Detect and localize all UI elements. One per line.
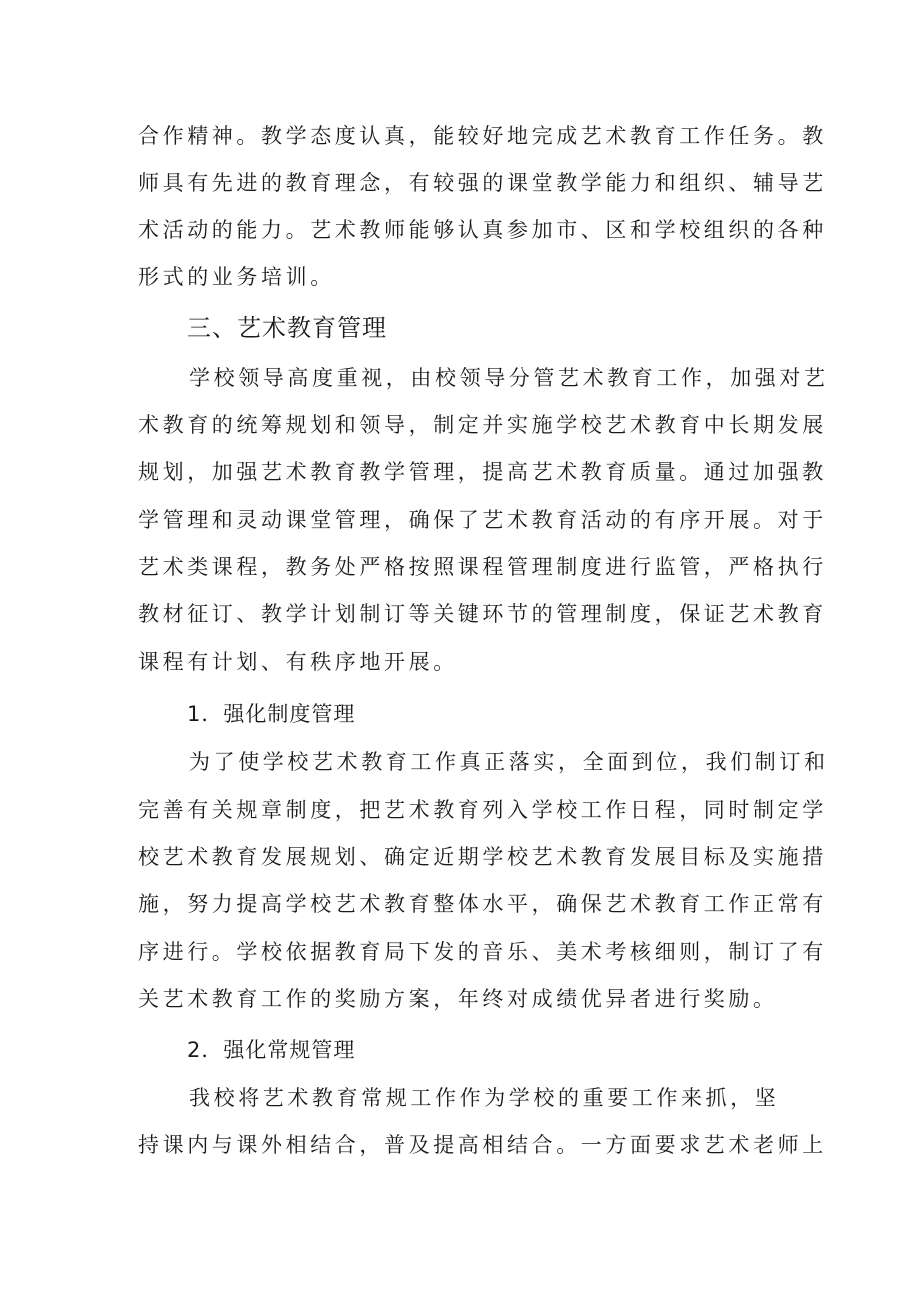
paragraph-3-line-3: 校艺术教育发展规划、确定近期学校艺术教育发展目标及实施措: [138, 845, 827, 869]
section-heading-3: 三、艺术教育管理: [187, 314, 387, 342]
paragraph-1-line-3: 术活动的能力。艺术教师能够认真参加市、区和学校组织的各种: [138, 218, 827, 242]
paragraph-2-line-4: 学管理和灵动课堂管理，确保了艺术教育活动的有序开展。对于: [138, 508, 827, 532]
paragraph-1-line-2: 师具有先进的教育理念，有较强的课堂教学能力和组织、辅导艺: [138, 171, 827, 195]
paragraph-2-line-7: 课程有计划、有秩序地开展。: [138, 650, 458, 674]
paragraph-3-line-1: 为了使学校艺术教育工作真正落实，全面到位，我们制订和: [189, 750, 829, 774]
paragraph-1-line-1: 合作精神。教学态度认真，能较好地完成艺术教育工作任务。教: [138, 124, 827, 148]
subheading-2: 2．强化常规管理: [187, 1038, 356, 1062]
paragraph-4-line-1: 我校将艺术教育常规工作作为学校的重要工作来抓，坚: [189, 1086, 780, 1110]
paragraph-2-line-5: 艺术类课程，教务处严格按照课程管理制度进行监管，严格执行: [138, 555, 827, 579]
paragraph-3-line-6: 关艺术教育工作的奖励方案，年终对成绩优异者进行奖励。: [138, 987, 778, 1011]
subheading-1: 1．强化制度管理: [187, 702, 356, 726]
paragraph-1-line-4: 形式的业务培训。: [138, 265, 335, 289]
paragraph-2-line-1: 学校领导高度重视，由校领导分管艺术教育工作，加强对艺: [189, 366, 829, 390]
paragraph-2-line-3: 规划，加强艺术教育教学管理，提高艺术教育质量。通过加强教: [138, 460, 827, 484]
paragraph-3-line-4: 施，努力提高学校艺术教育整体水平，确保艺术教育工作正常有: [138, 892, 827, 916]
paragraph-3-line-5: 序进行。学校依据教育局下发的音乐、美术考核细则，制订了有: [138, 940, 827, 964]
paragraph-2-line-2: 术教育的统筹规划和领导，制定并实施学校艺术教育中长期发展: [138, 413, 827, 437]
paragraph-2-line-6: 教材征订、教学计划制订等关键环节的管理制度，保证艺术教育: [138, 602, 827, 626]
paragraph-3-line-2: 完善有关规章制度，把艺术教育列入学校工作日程，同时制定学: [138, 798, 827, 822]
paragraph-4-line-2: 持课内与课外相结合，普及提高相结合。一方面要求艺术老师上: [138, 1133, 827, 1157]
